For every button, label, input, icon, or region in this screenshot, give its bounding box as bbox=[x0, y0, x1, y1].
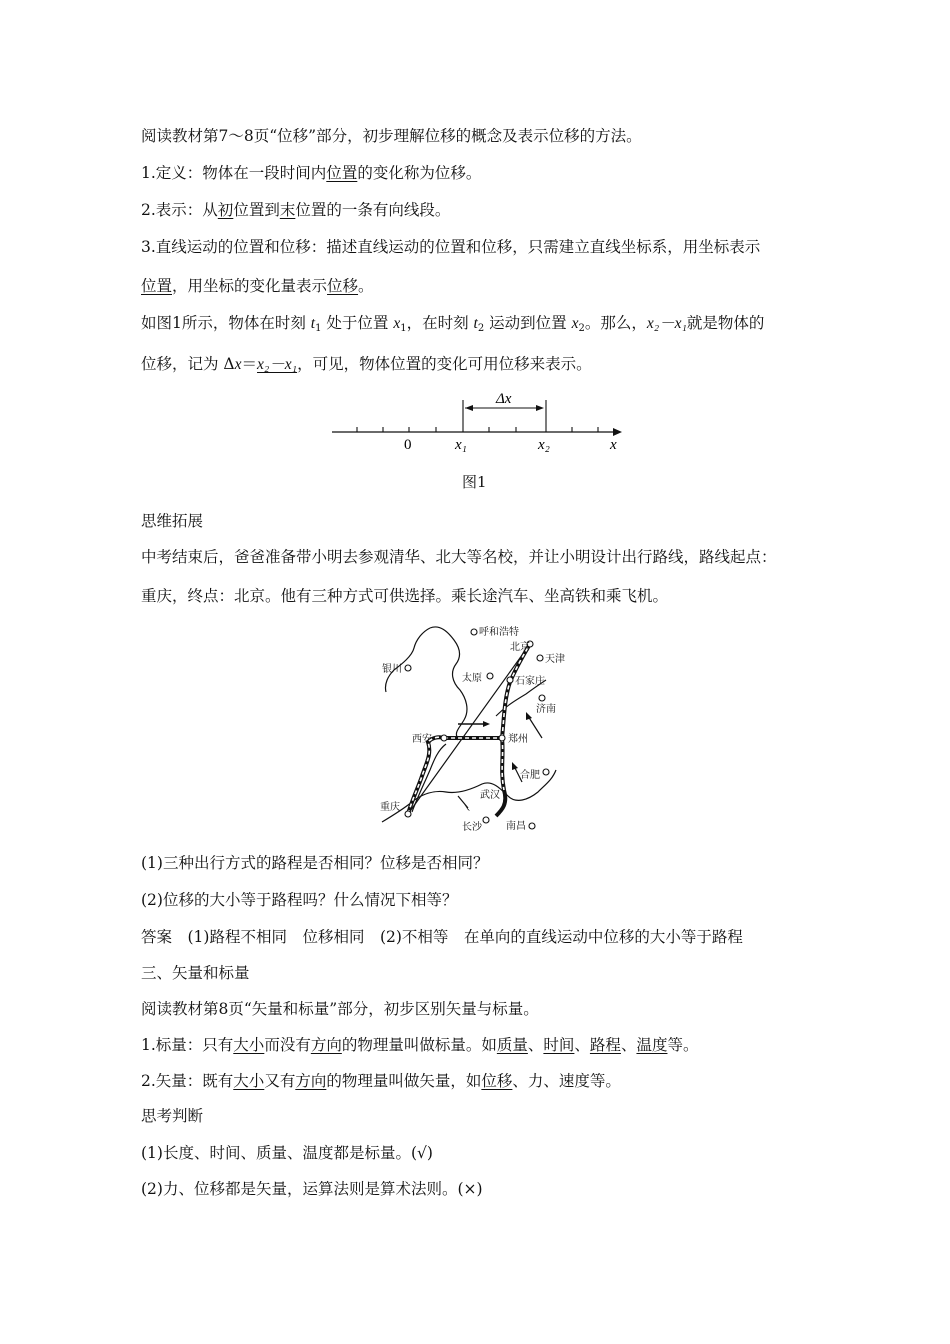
city-yinchuan: 银川 bbox=[382, 664, 402, 675]
figure-description-line: 如图1所示，物体在时刻 $t_1$ 处于位置 $x_1$，在时刻 $t_2$ 运动到位置 $x_2$。那么，x₂－x₁就是物体的 bbox=[141, 314, 765, 334]
x-axis-label: x bbox=[610, 437, 617, 453]
definition-line: 1.定义：物体在一段时间内位置的变化称为位移。 bbox=[141, 164, 482, 182]
city-hefei: 合肥 bbox=[520, 770, 540, 781]
answer-line: 答案 (1)路程不相同 位移相同 (2)不相等 在单向的直线运动中位移的大小等于路程 bbox=[141, 928, 743, 946]
blank-path: 路程 bbox=[589, 1036, 621, 1054]
delta-x-label: Δx bbox=[496, 391, 512, 407]
judgement-heading: 思考判断 bbox=[141, 1107, 204, 1125]
representation-line: 2.表示：从初位置到末位置的一条有向线段。 bbox=[141, 201, 451, 219]
blank-magnitude-2: 大小 bbox=[233, 1072, 265, 1090]
blank-direction: 方向 bbox=[310, 1036, 342, 1054]
blank-position: 位置 bbox=[326, 164, 358, 182]
judgement-1: (1)长度、时间、质量、温度都是标量。(√) bbox=[141, 1144, 433, 1162]
blank-displacement: 位移 bbox=[327, 277, 359, 295]
x2-label: x₂ bbox=[538, 437, 550, 453]
city-beijing: 北京 bbox=[510, 642, 530, 653]
figure-description-line-2: 位移，记为 Δx＝x₂－x₁，可见，物体位置的变化可用位移来表示。 bbox=[141, 355, 592, 373]
linear-motion-line: 3.直线运动的位置和位移：描述直线运动的位置和位移，只需建立直线坐标系，用坐标表示 bbox=[141, 238, 761, 256]
blank-direction-2: 方向 bbox=[295, 1072, 327, 1090]
question-2: (2)位移的大小等于路程吗？什么情况下相等？ bbox=[141, 891, 458, 909]
city-nanchang: 南昌 bbox=[506, 821, 526, 832]
blank-final: 末 bbox=[279, 201, 296, 219]
section-3-heading: 三、矢量和标量 bbox=[141, 964, 250, 982]
city-changsha: 长沙 bbox=[462, 822, 482, 832]
vector-definition: 2.矢量：既有大小又有方向的物理量叫做矢量，如位移、力、速度等。 bbox=[141, 1072, 621, 1090]
thinking-heading: 思维拓展 bbox=[141, 512, 204, 530]
scenario-line-2: 重庆，终点：北京。他有三种方式可供选择。乘长途汽车、坐高铁和乘飞机。 bbox=[141, 587, 669, 605]
city-tianjin: 天津 bbox=[545, 654, 565, 665]
city-zhengzhou: 郑州 bbox=[508, 734, 528, 745]
figure-1-number-line bbox=[330, 388, 630, 458]
city-taiyuan: 太原 bbox=[462, 673, 482, 684]
x1-label: x₁ bbox=[455, 437, 467, 453]
blank-time: 时间 bbox=[543, 1036, 575, 1054]
blank-mass: 质量 bbox=[496, 1036, 528, 1054]
blank-initial: 初 bbox=[217, 201, 234, 219]
blank-displacement-2: 位移 bbox=[481, 1072, 513, 1090]
route-map bbox=[378, 620, 573, 832]
question-1: (1)三种出行方式的路程是否相同？位移是否相同？ bbox=[141, 854, 489, 872]
figure-1-caption: 图1 bbox=[462, 473, 487, 491]
scenario-line-1: 中考结束后，爸爸准备带小明去参观清华、北大等名校，并让小明设计出行路线，路线起点： bbox=[141, 548, 777, 566]
linear-motion-line-2: 位置，用坐标的变化量表示位移。 bbox=[141, 277, 374, 295]
section-3-reading: 阅读教材第8页“矢量和标量”部分，初步区别矢量与标量。 bbox=[141, 1000, 539, 1018]
blank-temperature: 温度 bbox=[636, 1036, 668, 1054]
blank-position-2: 位置 bbox=[141, 277, 173, 295]
origin-label: 0 bbox=[404, 437, 412, 453]
blank-delta-formula: x₂－x₁ bbox=[257, 356, 298, 373]
scalar-definition: 1.标量：只有大小而没有方向的物理量叫做标量。如质量、时间、路程、温度等。 bbox=[141, 1036, 699, 1054]
judgement-2: (2)力、位移都是矢量，运算法则是算术法则。(×) bbox=[141, 1180, 483, 1198]
reading-instruction: 阅读教材第7～8页“位移”部分，初步理解位移的概念及表示位移的方法。 bbox=[141, 127, 642, 145]
city-shijiazhuang: 石家庄 bbox=[515, 676, 545, 687]
city-xian: 西安 bbox=[412, 734, 432, 745]
city-hohhot: 呼和浩特 bbox=[479, 627, 519, 638]
city-wuhan: 武汉 bbox=[480, 790, 500, 801]
blank-magnitude: 大小 bbox=[233, 1036, 265, 1054]
city-chongqing: 重庆 bbox=[380, 802, 400, 813]
city-jinan: 济南 bbox=[536, 704, 556, 715]
